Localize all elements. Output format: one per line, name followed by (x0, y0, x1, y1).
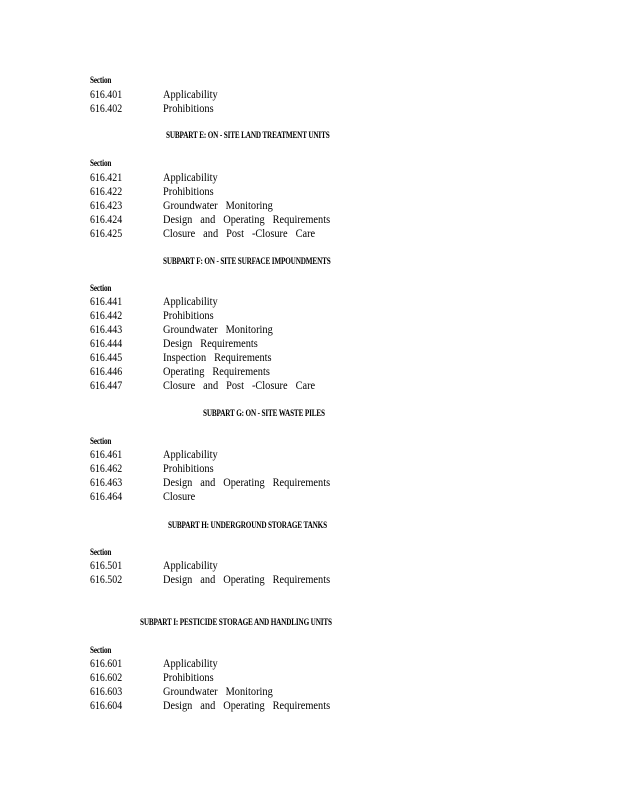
section-entry (0, 309, 618, 323)
section-title: Groundwater Monitoring (163, 686, 273, 698)
section-entry (0, 476, 618, 490)
section-number: 616.425 (90, 228, 123, 240)
section-title: Groundwater Monitoring (163, 324, 273, 336)
section-entry (0, 573, 618, 587)
section-number: 616.446 (90, 366, 123, 378)
section-number: 616.464 (90, 491, 123, 503)
section-entry (0, 699, 618, 713)
section-title: Applicability (163, 172, 218, 184)
section-column-label: Section (90, 436, 112, 446)
section-number: 616.401 (90, 89, 123, 101)
subpart-heading: SUBPART F: ON - SITE SURFACE IMPOUNDMENTS (163, 256, 331, 266)
section-number: 616.423 (90, 200, 123, 212)
subpart-heading: SUBPART E: ON - SITE LAND TREATMENT UNITS (166, 130, 330, 140)
section-entry (0, 185, 618, 199)
section-number: 616.402 (90, 103, 123, 115)
section-column-label: Section (90, 283, 112, 293)
section-title: Prohibitions (163, 186, 214, 198)
section-number: 616.462 (90, 463, 123, 475)
section-title: Prohibitions (163, 463, 214, 475)
section-number: 616.441 (90, 296, 123, 308)
section-title: Applicability (163, 296, 218, 308)
section-column-label: Section (90, 645, 112, 655)
section-entry (0, 227, 618, 241)
section-title: Inspection Requirements (163, 352, 272, 364)
section-title: Closure and Post -Closure Care (163, 228, 316, 240)
section-entry (0, 171, 618, 185)
section-number: 616.421 (90, 172, 123, 184)
section-number: 616.461 (90, 449, 123, 461)
subpart-heading: SUBPART I: PESTICIDE STORAGE AND HANDLING UNITS (140, 617, 332, 627)
section-number: 616.445 (90, 352, 123, 364)
section-entry (0, 490, 618, 504)
section-entry (0, 213, 618, 227)
section-number: 616.422 (90, 186, 123, 198)
section-number: 616.424 (90, 214, 123, 226)
section-title: Design and Operating Requirements (163, 214, 331, 226)
section-title: Design and Operating Requirements (163, 574, 331, 586)
section-number: 616.443 (90, 324, 123, 336)
section-title: Prohibitions (163, 672, 214, 684)
section-column-label: Section (90, 547, 112, 557)
section-number: 616.601 (90, 658, 123, 670)
section-entry (0, 295, 618, 309)
section-title: Applicability (163, 658, 218, 670)
section-title: Operating Requirements (163, 366, 270, 378)
section-column-label: Section (90, 75, 112, 85)
section-number: 616.463 (90, 477, 123, 489)
section-title: Prohibitions (163, 310, 214, 322)
section-title: Applicability (163, 449, 218, 461)
section-title: Closure and Post -Closure Care (163, 380, 316, 392)
section-title: Design Requirements (163, 338, 258, 350)
section-entry (0, 102, 618, 116)
section-entry (0, 462, 618, 476)
section-title: Groundwater Monitoring (163, 200, 273, 212)
section-entry (0, 351, 618, 365)
section-title: Closure (163, 491, 196, 503)
section-number: 616.501 (90, 560, 123, 572)
section-number: 616.444 (90, 338, 123, 350)
section-number: 616.502 (90, 574, 123, 586)
section-title: Design and Operating Requirements (163, 477, 331, 489)
section-number: 616.442 (90, 310, 123, 322)
section-entry (0, 657, 618, 671)
section-number: 616.602 (90, 672, 123, 684)
section-entry (0, 88, 618, 102)
section-title: Design and Operating Requirements (163, 700, 331, 712)
section-entry (0, 379, 618, 393)
subpart-heading: SUBPART G: ON - SITE WASTE PILES (203, 408, 325, 418)
subpart-heading: SUBPART H: UNDERGROUND STORAGE TANKS (168, 520, 327, 530)
section-title: Applicability (163, 89, 218, 101)
section-entry (0, 337, 618, 351)
section-entry (0, 448, 618, 462)
section-title: Applicability (163, 560, 218, 572)
section-entry (0, 685, 618, 699)
section-entry (0, 671, 618, 685)
section-entry (0, 559, 618, 573)
section-entry (0, 323, 618, 337)
section-number: 616.447 (90, 380, 123, 392)
section-title: Prohibitions (163, 103, 214, 115)
section-entry (0, 365, 618, 379)
section-number: 616.603 (90, 686, 123, 698)
section-column-label: Section (90, 158, 112, 168)
section-number: 616.604 (90, 700, 123, 712)
section-entry (0, 199, 618, 213)
